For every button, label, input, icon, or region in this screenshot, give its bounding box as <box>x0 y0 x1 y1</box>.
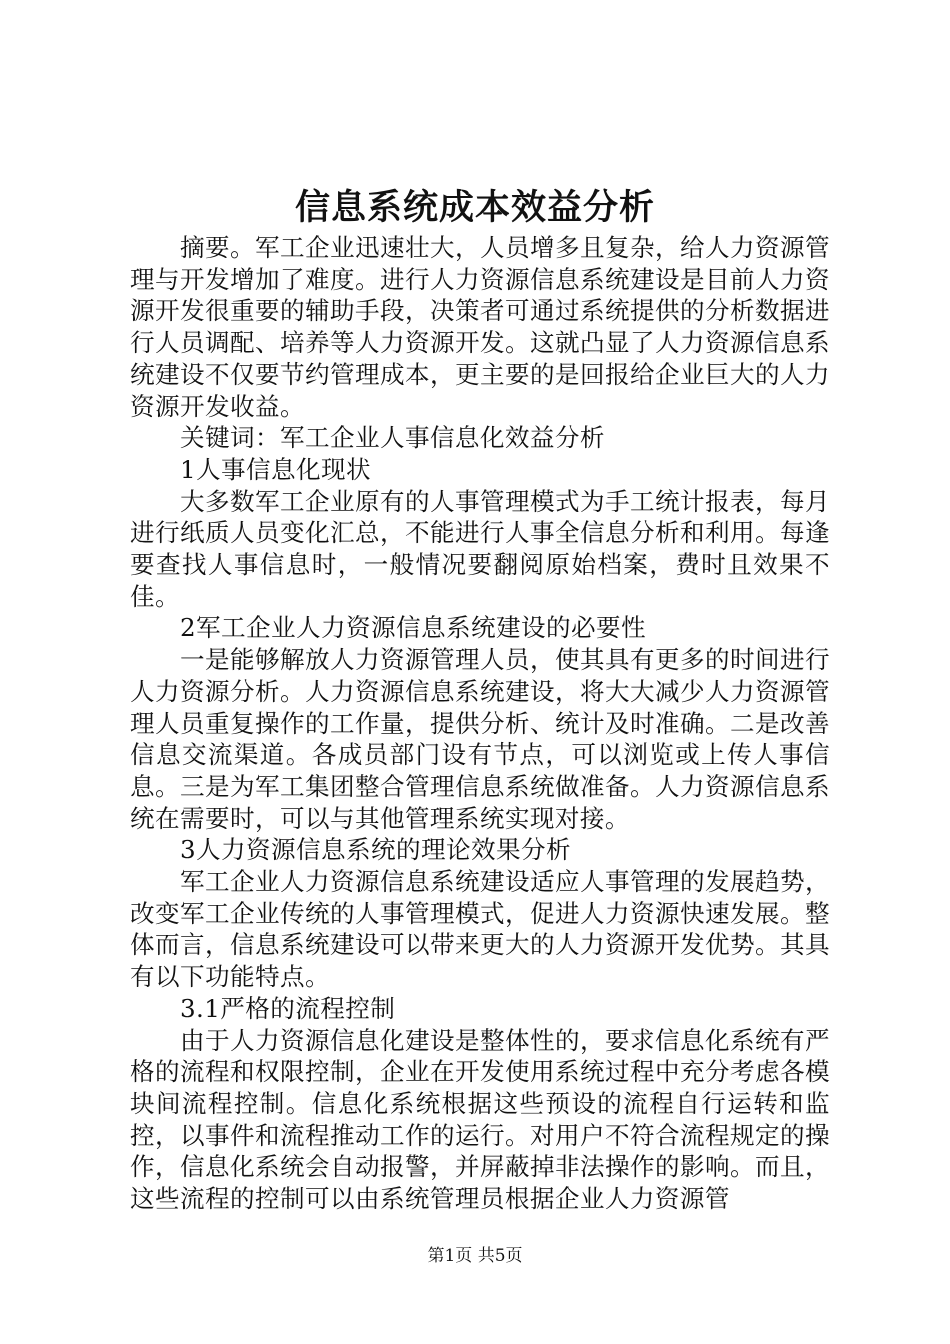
section-heading-3: 3人力资源信息系统的理论效果分析 <box>180 835 571 865</box>
section-heading-2: 2军工企业人力资源信息系统建设的必要性 <box>180 613 646 643</box>
document-title: 信息系统成本效益分析 <box>294 188 655 228</box>
subsection-heading-3-1: 3.1严格的流程控制 <box>180 993 396 1023</box>
keywords-paragraph: 关键词：军工企业人事信息化效益分析 <box>180 423 605 453</box>
section-2-paragraph: 一是能够解放人力资源管理人员，使其具有更多的时间进行人力资源分析。人力资源信息系统建设，将大大减少人力资源管理人员重复操作的工作量，提供分析、统计及时准确。二是改善信息交流渠道。各成员部门设有节点，可以浏览或上传人事信息。三是为军工集团整合管理信息系统做准备。人力资源信息系统在需要时，可以与其他管理系统实现对接。 <box>130 645 830 833</box>
document-body <box>130 232 830 1215</box>
page-footer: 第1页 共5页 <box>427 1246 523 1266</box>
subsection-3-1-paragraph: 由于人力资源信息化建设是整体性的，要求信息化系统有严格的流程和权限控制，企业在开发使用系统过程中充分考虑各模块间流程控制。信息化系统根据这些预设的流程自行运转和监控，以事件和流程推动工作的运行。对用户不符合流程规定的操作，信息化系统会自动报警，并屏蔽掉非法操作的影响。而且，这些流程的控制可以由系统管理员根据企业人力资源管 <box>130 1025 830 1214</box>
section-3-paragraph: 军工企业人力资源信息系统建设适应人事管理的发展趋势，改变军工企业传统的人事管理模式，促进人力资源快速发展。整体而言，信息系统建设可以带来更大的人力资源开发优势。其具有以下功能特点。 <box>130 867 830 992</box>
section-heading-1: 1人事信息化现状 <box>180 454 372 484</box>
section-1-paragraph: 大多数军工企业原有的人事管理模式为手工统计报表，每月进行纸质人员变化汇总，不能进行人事全信息分析和利用。每逢要查找人事信息时，一般情况要翻阅原始档案，费时且效果不佳。 <box>130 486 830 611</box>
abstract-paragraph: 摘要。军工企业迅速壮大，人员增多且复杂，给人力资源管理与开发增加了难度。进行人力资源信息系统建设是目前人力资源开发很重要的辅助手段，决策者可通过系统提供的分析数据进行人员调配、培养等人力资源开发。这就凸显了人力资源信息系统建设不仅要节约管理成本，更主要的是回报给企业巨大的人力资源开发收益。 <box>130 233 830 421</box>
